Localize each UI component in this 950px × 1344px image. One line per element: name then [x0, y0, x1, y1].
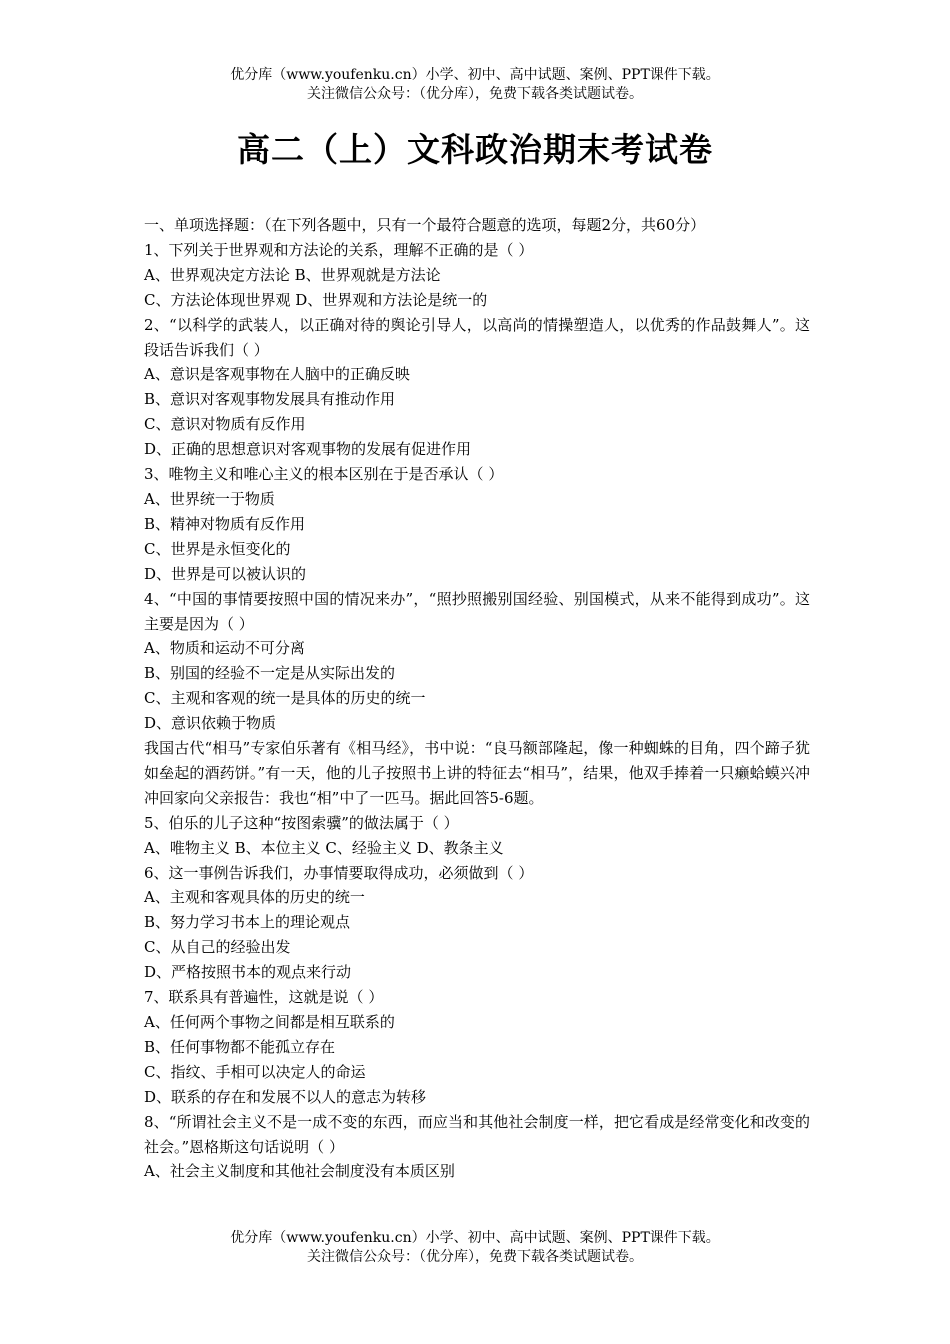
question-4: 4、“中国的事情要按照中国的情况来办”，“照抄照搬别国经验、别国模式，从来不能得到成功”。这主要是因为（ ） [144, 589, 810, 633]
question-2-option-c: C、意识对物质有反作用 [144, 415, 306, 434]
question-3-option-b: B、精神对物质有反作用 [144, 514, 306, 533]
header-line-2: 关注微信公众号：（优分库），免费下载各类试题试卷。 [307, 86, 643, 102]
question-3-option-d: D、世界是可以被认识的 [144, 564, 307, 583]
document-title: 高二（上）文科政治期末考试卷 [237, 130, 713, 169]
question-6: 6、这一事例告诉我们，办事情要取得成功，必须做到（ ） [144, 863, 534, 882]
exam-body [144, 213, 810, 1184]
reading-passage: 我国古代“相马”专家伯乐著有《相马经》，书中说：“良马额部隆起，像一种蜘蛛的目角，四个蹄子犹如垒起的酒药饼。”有一天，他的儿子按照书上讲的特征去“相马”，结果，他双手捧着一只癞蛤蟆兴冲冲回家向父亲报告：我也“相”中了一匹马。据此回答5-6题。 [144, 739, 810, 807]
footer-line-1: 优分库（www.youfenku.cn）小学、初中、高中试题、案例、PPT课件下载。 [230, 1230, 720, 1246]
page-footer [0, 1229, 950, 1267]
question-7: 7、联系具有普遍性，这就是说（ ） [144, 988, 384, 1007]
question-7-option-a: A、任何两个事物之间都是相互联系的 [144, 1013, 395, 1031]
question-4-option-d: D、意识依赖于物质 [144, 714, 277, 733]
question-4-option-c: C、主观和客观的统一是具体的历史的统一 [144, 689, 426, 708]
page-header [0, 66, 950, 104]
footer-line-2: 关注微信公众号：（优分库），免费下载各类试题试卷。 [307, 1249, 643, 1265]
question-7-option-c: C、指纹、手相可以决定人的命运 [144, 1062, 366, 1081]
question-2: 2、“以科学的武装人，以正确对待的舆论引导人，以高尚的情操塑造人，以优秀的作品鼓舞人”。这段话告诉我们（ ） [144, 315, 810, 359]
question-8: 8、“所谓社会主义不是一成不变的东西，而应当和其他社会制度一样，把它看成是经常变化和改变的社会。”恩格斯这句话说明（ ） [144, 1112, 810, 1156]
question-5-options: A、唯物主义 B、本位主义 C、经验主义 D、教条主义 [144, 838, 504, 857]
question-7-option-d: D、联系的存在和发展不以人的意志为转移 [144, 1087, 427, 1106]
question-2-option-d: D、正确的思想意识对客观事物的发展有促进作用 [144, 440, 472, 459]
question-4-option-a: A、物质和运动不可分离 [144, 639, 305, 658]
question-3-option-a: A、世界统一于物质 [144, 489, 275, 508]
question-6-option-a: A、主观和客观具体的历史的统一 [144, 888, 365, 907]
question-5: 5、伯乐的儿子这种“按图索骥”的做法属于（ ） [144, 813, 459, 832]
question-6-option-d: D、严格按照书本的观点来行动 [144, 963, 352, 982]
question-8-option-a: A、社会主义制度和其他社会制度没有本质区别 [144, 1162, 455, 1181]
header-line-1: 优分库（www.youfenku.cn）小学、初中、高中试题、案例、PPT课件下载。 [230, 67, 720, 83]
question-6-option-b: B、努力学习书本上的理论观点 [144, 913, 351, 932]
question-1-options-ab: A、世界观决定方法论 B、世界观就是方法论 [144, 265, 441, 284]
question-1-options-cd: C、方法论体现世界观 D、世界观和方法论是统一的 [144, 290, 488, 309]
question-1: 1、下列关于世界观和方法论的关系，理解不正确的是（ ） [144, 240, 534, 259]
question-2-option-a: A、意识是客观事物在人脑中的正确反映 [144, 365, 410, 384]
question-3: 3、唯物主义和唯心主义的根本区别在于是否承认（ ） [144, 465, 504, 484]
question-3-option-c: C、世界是永恒变化的 [144, 539, 291, 558]
question-6-option-c: C、从自己的经验出发 [144, 938, 291, 957]
section-heading: 一、单项选择题：（在下列各题中，只有一个最符合题意的选项，每题2分，共60分） [144, 216, 706, 234]
question-2-option-b: B、意识对客观事物发展具有推动作用 [144, 390, 396, 409]
question-4-option-b: B、别国的经验不一定是从实际出发的 [144, 664, 396, 683]
question-7-option-b: B、任何事物都不能孤立存在 [144, 1037, 336, 1056]
